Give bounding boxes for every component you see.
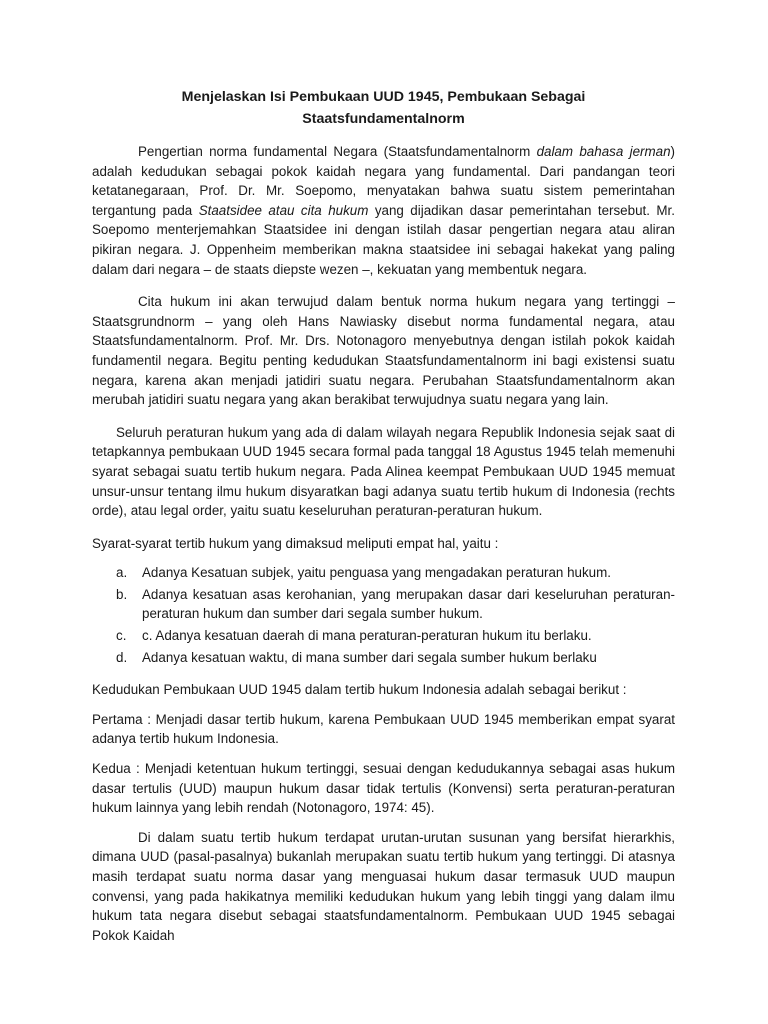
paragraph-1-part-c: yang dijadikan dasar pemerintahan tersebut. Mr. Soepomo menterjemahkan Staatsidee ini dengan istilah dasar pengertian negara atau aliran pikiran negara. J. Oppenheim memberikan makna staatsidee ini sebagai hakekat yang paling dalam dari negara – de staats diepste wezen –, kekuatan yang membentuk negara. xyxy=(92,202,675,277)
paragraph-2: Cita hukum ini akan terwujud dalam bentuk norma hukum negara yang tertinggi – Staatsgrundnorm – yang oleh Hans Nawiasky disebut norma fundamental negara, atau Staatsfundamentalnorm. Prof. Mr. Drs. Notonagoro menyebutnya dengan istilah pokok kaidah fundamentil negara. Begitu penting kedudukan Staatsfundamentalnorm ini bagi existensi suatu negara, karena akan menjadi jatidiri suatu negara. Perubahan Staatsfundamentalnorm akan merubah jatidiri suatu negara yang akan berakibat terwujudnya suatu negara yang lain. xyxy=(92,294,675,408)
paragraph-4: Syarat-syarat tertib hukum yang dimaksud meliputi empat hal, yaitu : xyxy=(92,535,499,551)
list-item-text: c. Adanya kesatuan daerah di mana peraturan-peraturan hukum itu berlaku. xyxy=(142,628,592,644)
paragraph-8: Di dalam suatu tertib hukum terdapat urutan-urutan susunan yang bersifat hierarkhis, dimana UUD (pasal-pasalnya) bukanlah merupakan suatu tertib hukum yang tertinggi. Di atasnya masih terdapat suatu norma dasar yang menguasai hukum dasar termasuk UUD maupun convensi, yang pada hakikatnya memiliki kedudukan hukum yang lebih tinggi yang dalam ilmu hukum tata negara disebut sebagai staatsfundamentalnorm. Pembukaan UUD 1945 sebagai Pokok Kaidah xyxy=(92,829,675,943)
paragraph-1 xyxy=(92,142,675,279)
paragraph-6: Pertama : Menjadi dasar tertib hukum, karena Pembukaan UUD 1945 memberikan empat syarat adanya tertib hukum Indonesia. xyxy=(92,711,675,747)
list-item-marker: c. xyxy=(116,628,127,644)
list-item xyxy=(92,563,675,583)
document-page xyxy=(92,86,675,958)
requirements-list xyxy=(92,563,675,667)
paragraph-1-italic-2: Staatsidee atau cita hukum xyxy=(198,202,369,218)
paragraph-1-part-a: Pengertian norma fundamental Negara (Staatsfundamentalnorm xyxy=(138,144,537,159)
paragraph-1-part-b: ) adalah kedudukan sebagai pokok kaidah negara yang fundamental. Dari pandangan teori ketatanegaraan, Prof. Dr. Mr. Soepomo, menyatakan bahwa suatu sistem pemerintahan tergantung pada xyxy=(92,144,675,218)
list-item xyxy=(92,648,675,668)
list-item-marker: d. xyxy=(116,649,128,665)
list-item-text: Adanya kesatuan asas kerohanian, yang merupakan dasar dari keseluruhan peraturan-peraturan hukum dan sumber dari segala sumber hukum. xyxy=(142,586,675,622)
paragraph-1-italic-1: dalam bahasa jerman xyxy=(536,144,671,159)
list-item xyxy=(92,626,675,646)
title-line-1: Menjelaskan Isi Pembukaan UUD 1945, Pembukaan Sebagai xyxy=(181,89,586,105)
list-item xyxy=(92,585,675,624)
paragraph-3: Seluruh peraturan hukum yang ada di dalam wilayah negara Republik Indonesia sejak saat di tetapkannya pembukaan UUD 1945 secara formal pada tanggal 18 Agustus 1945 telah memenuhi syarat sebagai suatu tertib hukum negara. Pada Alinea keempat Pembukaan UUD 1945 memuat unsur-unsur tentang ilmu hukum disyaratkan bagi adanya suatu tertib hukum di Indonesia (rechts orde), atau legal order, yaitu suatu keseluruhan peraturan-peraturan hukum. xyxy=(92,424,675,519)
title-line-2: Staatsfundamentalnorm xyxy=(302,111,465,127)
document-title xyxy=(92,86,675,130)
list-item-text: Adanya kesatuan waktu, di mana sumber dari segala sumber hukum berlaku xyxy=(142,649,597,665)
paragraph-5: Kedudukan Pembukaan UUD 1945 dalam tertib hukum Indonesia adalah sebagai berikut : xyxy=(92,682,627,698)
list-item-text: Adanya Kesatuan subjek, yaitu penguasa yang mengadakan peraturan hukum. xyxy=(142,565,611,581)
list-item-marker: b. xyxy=(116,586,128,602)
list-item-marker: a. xyxy=(116,565,128,581)
paragraph-7: Kedua : Menjadi ketentuan hukum tertinggi, sesuai dengan kedudukannya sebagai asas hukum dasar tertulis (UUD) maupun hukum dasar tidak tertulis (Konvensi) serta peraturan-peraturan hukum lainnya yang lebih rendah (Notonagoro, 1974: 45). xyxy=(92,761,675,816)
